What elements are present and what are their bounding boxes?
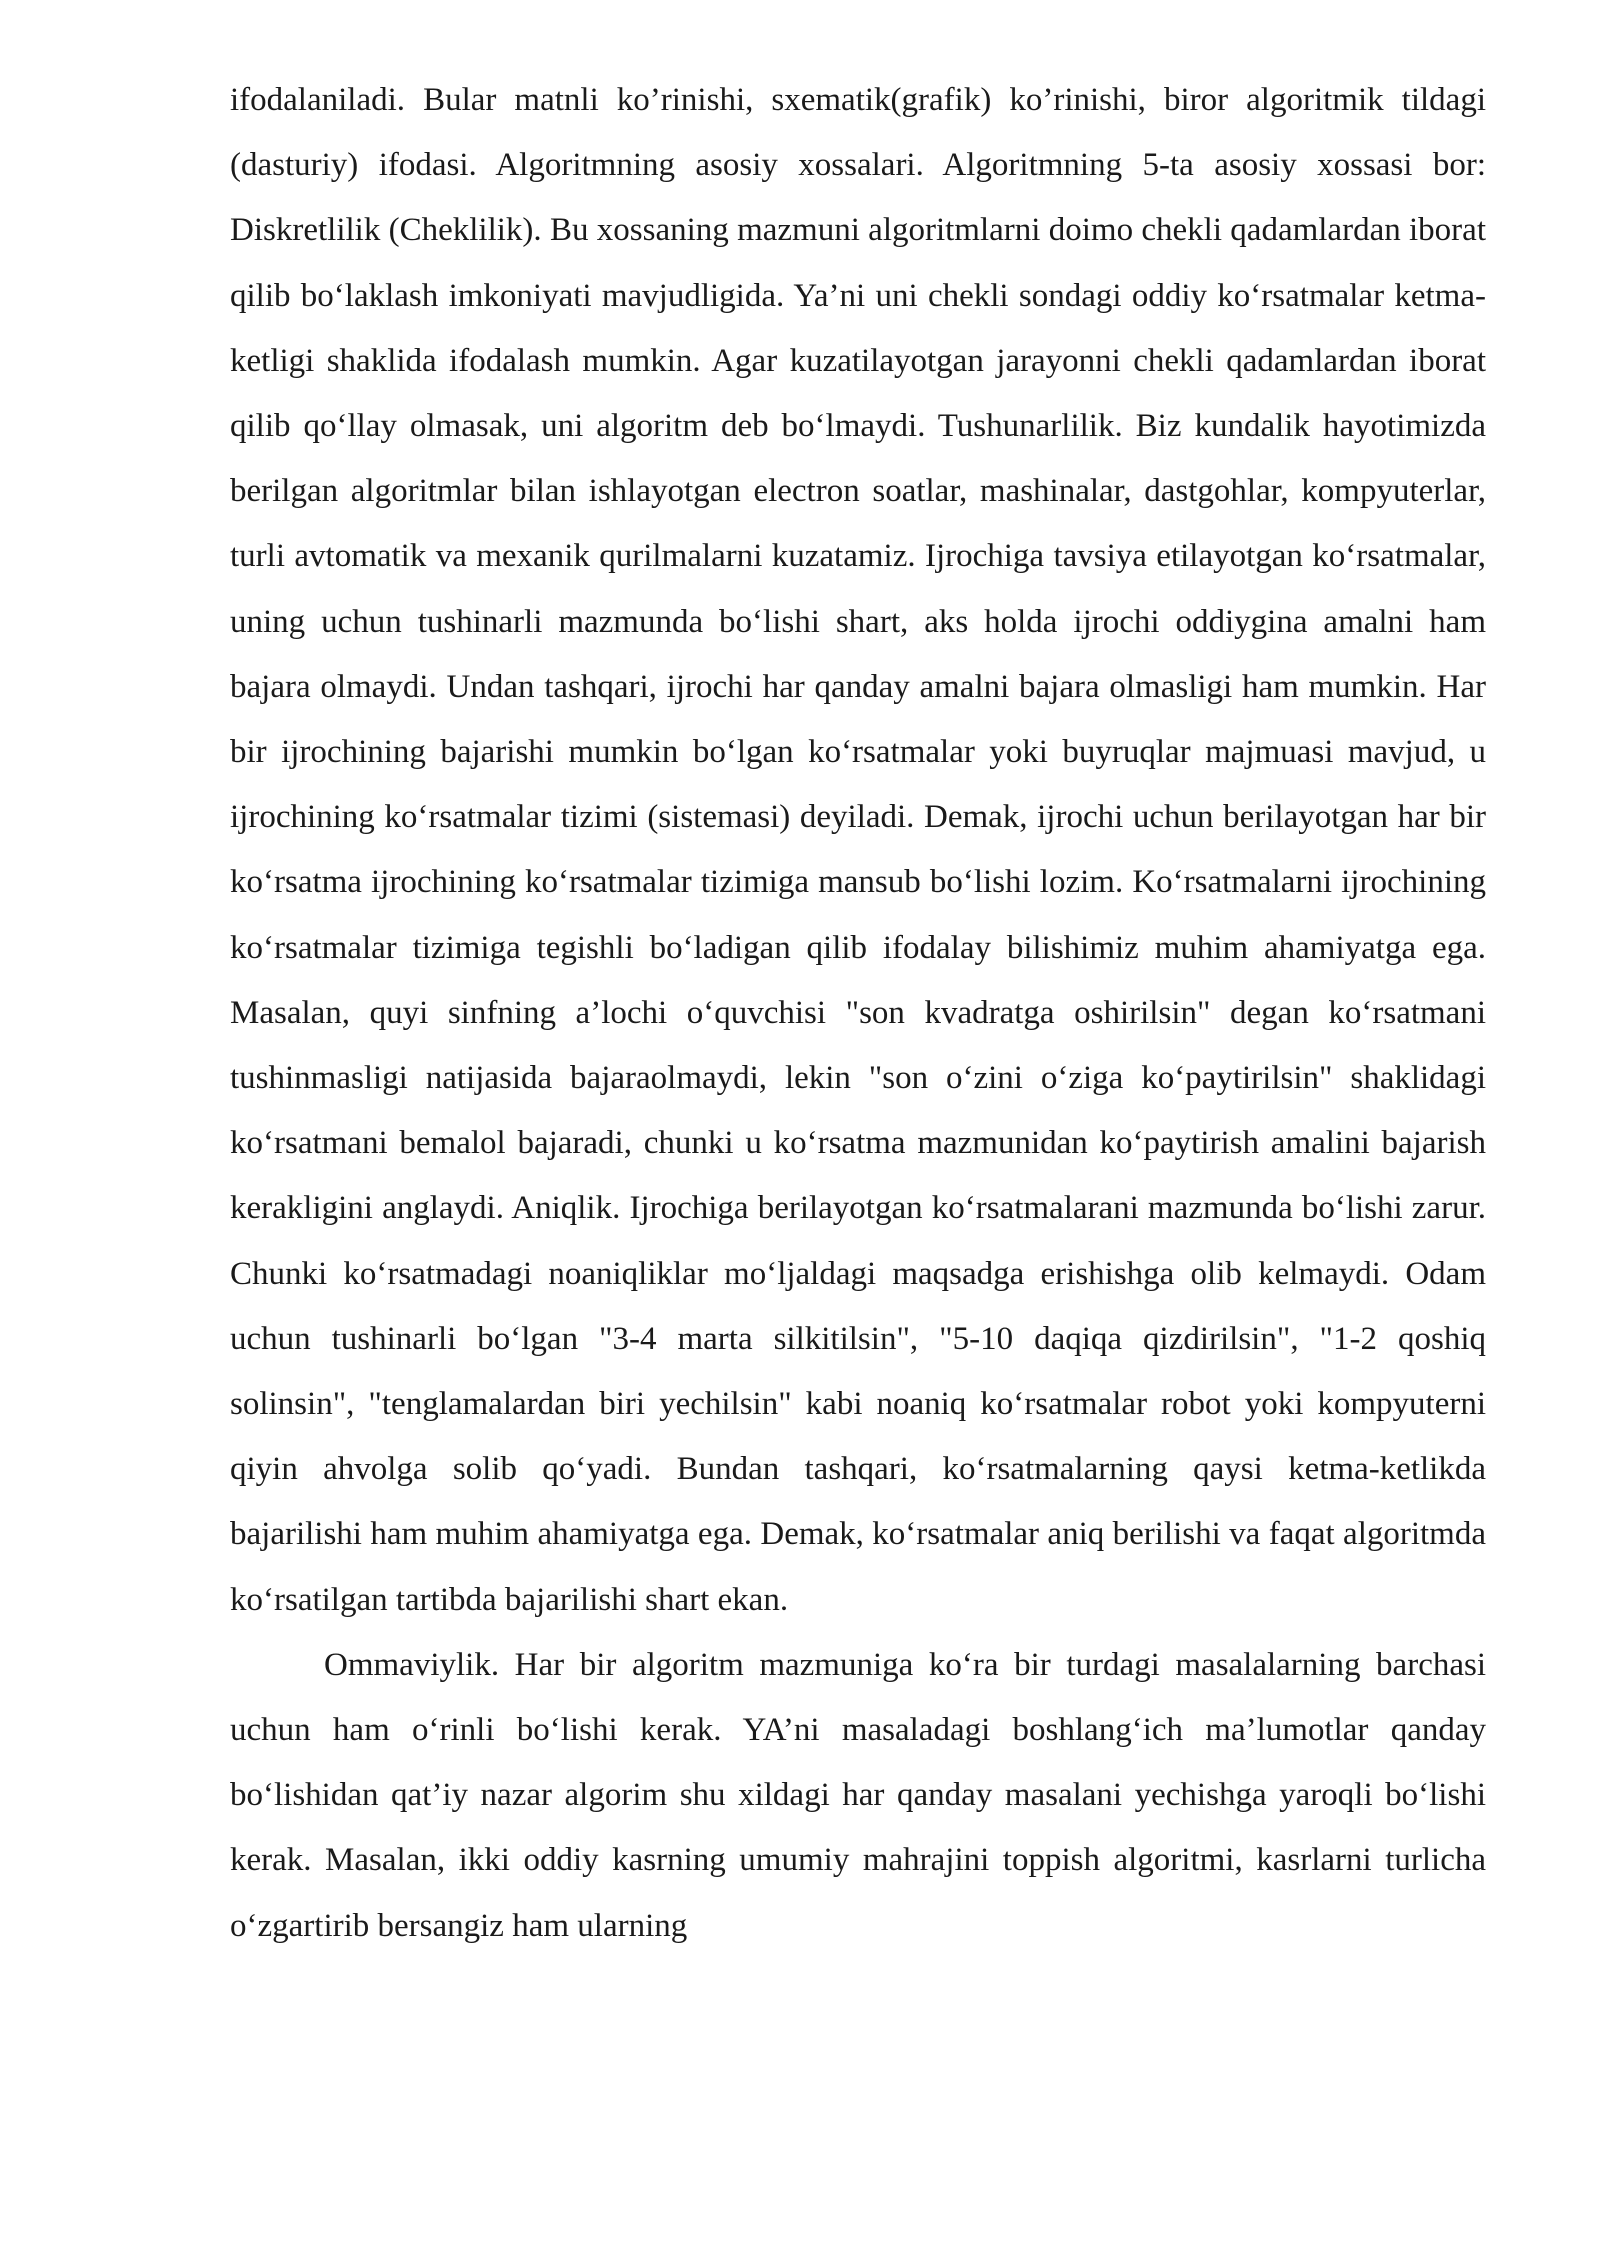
body-paragraph: Ommaviylik. Har bir algoritm mazmuniga koʻra bir turdagi masalalarning barchasi uchun ham oʻrinli boʻlishi kerak. YA’ni masaladagi boshlangʻich ma’lumotlar qanday boʻlishidan qat’iy nazar algorim shu xildagi har qanday masalani yechishga yaroqli boʻlishi kerak. Masalan, ikki oddiy kasrning umumiy mahrajini toppish algoritmi, kasrlarni turlicha oʻzgartirib bersangiz ham ularning	[230, 1646, 1486, 1944]
document-page	[230, 68, 1486, 1959]
body-paragraph: ifodalaniladi. Bular matnli ko’rinishi, sxematik(grafik) ko’rinishi, biror algoritmik tildagi (dasturiy) ifodasi. Algoritmning asosiy xossalari. Algoritmning 5-ta asosiy xossasi bor: Diskretlilik (Cheklilik). Bu xossaning mazmuni algoritmlarni doimo chekli qadamlardan iborat qilib boʻlaklash imkoniyati mavjudligida. Ya’ni uni chekli sondagi oddiy koʻrsatmalar ketma-ketligi shaklida ifodalash mumkin. Agar kuzatilayotgan jarayonni chekli qadamlardan iborat qilib qoʻllay olmasak, uni algoritm deb boʻlmaydi. Tushunarlilik. Biz kundalik hayotimizda berilgan algoritmlar bilan ishlayotgan electron soatlar, mashinalar, dastgohlar, kompyuterlar, turli avtomatik va mexanik qurilmalarni kuzatamiz. Ijrochiga tavsiya etilayotgan koʻrsatmalar, uning uchun tushinarli mazmunda boʻlishi shart, aks holda ijrochi oddiygina amalni ham bajara olmaydi. Undan tashqari, ijrochi har qanday amalni bajara olmasligi ham mumkin. Har bir ijrochining bajarishi mumkin boʻlgan koʻrsatmalar yoki buyruqlar majmuasi mavjud, u ijrochining koʻrsatmalar tizimi (sistemasi) deyiladi. Demak, ijrochi uchun berilayotgan har bir koʻrsatma ijrochining koʻrsatmalar tizimiga mansub boʻlishi lozim. Koʻrsatmalarni ijrochining koʻrsatmalar tizimiga tegishli boʻladigan qilib ifodalay bilishimiz muhim ahamiyatga ega. Masalan, quyi sinfning a’lochi oʻquvchisi "son kvadratga oshirilsin" degan koʻrsatmani tushinmasligi natijasida bajaraolmaydi, lekin "son oʻzini oʻziga koʻpaytirilsin" shaklidagi koʻrsatmani bemalol bajaradi, chunki u koʻrsatma mazmunidan koʻpaytirish amalini bajarish kerakligini anglaydi. Aniqlik. Ijrochiga berilayotgan koʻrsatmalarani mazmunda boʻlishi zarur. Chunki koʻrsatmadagi noaniqliklar moʻljaldagi maqsadga erishishga olib kelmaydi. Odam uchun tushinarli boʻlgan "3-4 marta silkitilsin", "5-10 daqiqa qizdirilsin", "1-2 qoshiq solinsin", "tenglamalardan biri yechilsin" kabi noaniq koʻrsatmalar robot yoki kompyuterni qiyin ahvolga solib qoʻyadi. Bundan tashqari, koʻrsatmalarning qaysi ketma-ketlikda bajarilishi ham muhim ahamiyatga ega. Demak, koʻrsatmalar aniq berilishi va faqat algoritmda koʻrsatilgan tartibda bajarilishi shart ekan.	[230, 82, 1486, 1618]
